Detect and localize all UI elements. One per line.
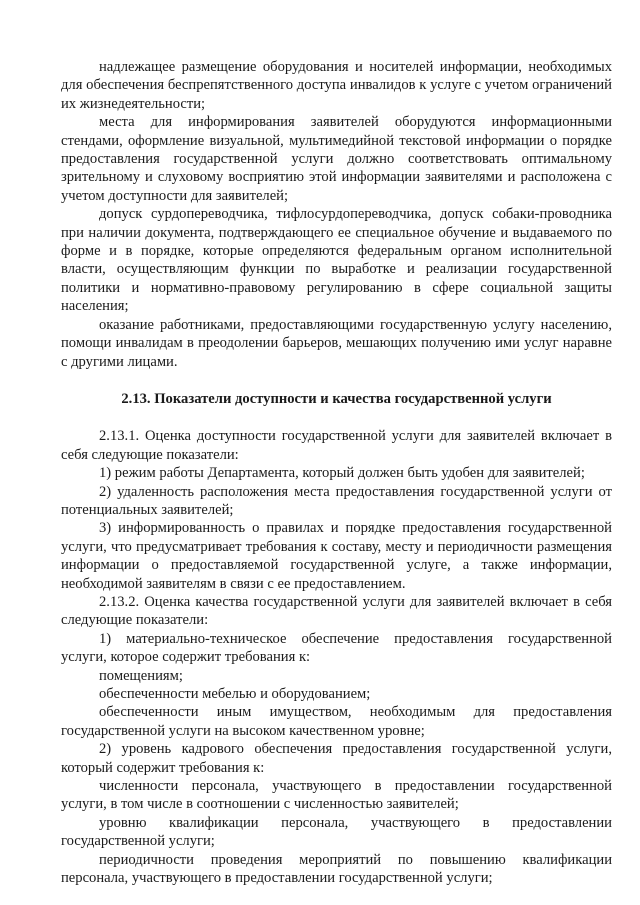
list-item-material-support: 1) материально-техническое обеспечение предоставления государственной услуги, которое содержит требования к: (61, 630, 612, 666)
paragraph-information-stands: места для информирования заявителей оборудуются информационными стендами, оформление визуальной, мультимедийной текстовой информации о порядке предоставления государственной услуги должно соответствовать оптимальному зрительному и слуховому восприятию этой информации заявителями и расположена с учетом доступности для заявителей; (61, 114, 612, 204)
section-heading: 2.13. Показатели доступности и качества государственной услуги (121, 390, 552, 407)
paragraph-2-13-1: 2.13.1. Оценка доступности государственной услуги для заявителей включает в себя следующие показатели: (61, 428, 612, 463)
document-page (61, 58, 612, 887)
paragraph-staff-assistance: оказание работниками, предоставляющими государственную услугу населению, помощи инвалидам в преодолении барьеров, мешающих получению ими услуг наравне с другими лицами. (61, 316, 612, 370)
list-item-premises: помещениям; (99, 667, 183, 684)
list-item-staff-count: численности персонала, участвующего в предоставлении государственной услуги, в том числе в соотношении с численностью заявителей; (61, 778, 612, 813)
list-item-other-property: обеспеченности иным имуществом, необходимым для предоставления государственной услуги на высоком качественном уровне; (61, 704, 612, 739)
list-item-furniture: обеспеченности мебелью и оборудованием; (99, 686, 371, 702)
list-item-staffing-level: 2) уровень кадрового обеспечения предоставления государственной услуги, который содержит требования к: (61, 741, 612, 776)
paragraph-interpreter-admission: допуск сурдопереводчика, тифлосурдопереводчика, допуск собаки-проводника при наличии документа, подтверждающего ее специальное обучение и выдаваемого по форме и в порядке, которые определяются федеральным органом исполнительной власти, осуществляющим функции по выработке и реализации государственной политики и нормативно-правовому регулированию в сфере социальной защиты населения; (61, 206, 612, 315)
list-item-location-distance: 2) удаленность расположения места предоставления государственной услуги от потенциальных заявителей; (61, 483, 612, 518)
list-item-training-frequency: периодичности проведения мероприятий по повышению квалификации персонала, участвующего в предоставлении государственной услуги; (61, 851, 612, 887)
paragraph-2-13-2: 2.13.2. Оценка качества государственной услуги для заявителей включает в себя следующие показатели: (61, 593, 612, 629)
list-item-staff-qualification: уровню квалификации персонала, участвующего в предоставлении государственной услуги; (61, 814, 612, 850)
paragraph-accessible-equipment: надлежащее размещение оборудования и носителей информации, необходимых для обеспечения беспрепятственного доступа инвалидов к услуге с учетом ограничений их жизнедеятельности; (61, 59, 612, 112)
list-item-awareness: 3) информированность о правилах и порядке предоставления государственной услуги, что предусматривает требования к составу, месту и периодичности размещения информации о предоставляемой государственной услуге, а также информации, необходимой заявителям в связи с ее предоставлением. (61, 520, 612, 592)
list-item-working-hours: 1) режим работы Департамента, который должен быть удобен для заявителей; (99, 465, 585, 482)
